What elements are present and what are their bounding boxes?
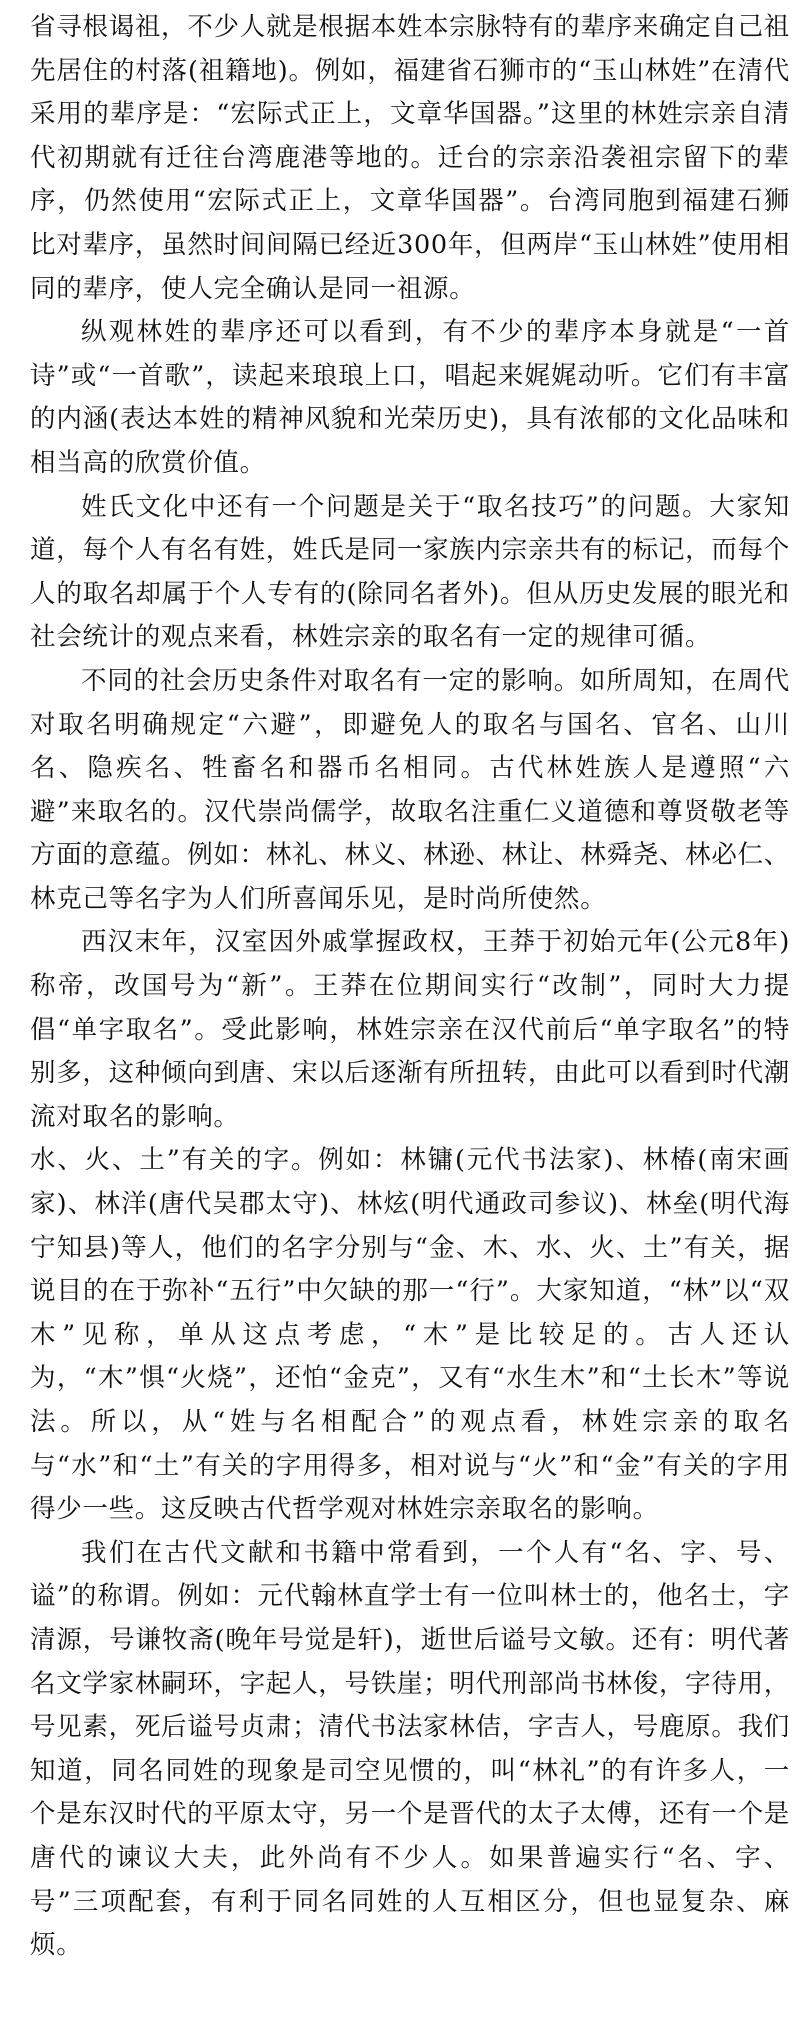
- paragraph-3: 姓氏文化中还有一个问题是关于“取名技巧”的问题。大家知道，每个人有名有姓，姓氏是同一家族内宗亲共有的标记，而每个人的取名却属于个人专有的(除同名者外)。但从历史发展的眼光和社会统计的观点来看，林姓宗亲的取名有一定的规律可循。: [30, 491, 790, 653]
- paragraph-6: 水、火、土”有关的字。例如：林镛(元代书法家)、林椿(南宋画家)、林洋(唐代吴郡太守)、林炫(明代通政司参议)、林垒(明代海宁知县)等人，他们的名字分别与“金、木、水、火、土”有关，据说目的在于弥补“五行”中欠缺的那一“行”。大家知道，“林”以“双木”见称，单从这点考虑，“木”是比较足的。古人还认为，“木”惧“火烧”，还怕“金克”，又有“水生木”和“土长木”等说法。所以，从“姓与名相配合”的观点看，林姓宗亲的取名与“水”和“土”有关的字用得多，相对说与“火”和“金”有关的字用得少一些。这反映古代哲学观对林姓宗亲取名的影响。: [30, 1145, 790, 1525]
- paragraph-7: 我们在古代文献和书籍中常看到，一个人有“名、字、号、谥”的称谓。例如：元代翰林直学士有一位叫林士的，他名士，字清源，号谦牧斋(晚年号觉是轩)，逝世后谥号文敏。还有：明代著名文学家林嗣环，字起人，号铁崖；明代刑部尚书林俊，字待用，号见素，死后谥号贞肃；清代书法家林佶，字吉人，号鹿原。我们知道，同名同姓的现象是司空见惯的，叫“林礼”的有许多人，一个是东汉时代的平原太守，另一个是晋代的太子太傅，还有一个是唐代的谏议大夫，此外尚有不少人。如果普遍实行“名、字、号”三项配套，有利于同名同姓的人互相区分，但也显复杂、麻烦。: [30, 1537, 790, 1961]
- paragraph-4: 不同的社会历史条件对取名有一定的影响。如所周知，在周代对取名明确规定“六避”，即避免人的取名与国名、官名、山川名、隐疾名、牲畜名和器币名相同。古代林姓族人是遵照“六避”来取名的。汉代崇尚儒学，故取名注重仁义道德和尊贤敬老等方面的意蕴。例如：林礼、林义、林逊、林让、林舜尧、林必仁、林克己等名字为人们所喜闻乐见，是时尚所使然。: [30, 665, 790, 914]
- paragraph-1: 省寻根谒祖，不少人就是根据本姓本宗脉特有的辈序来确定自己祖先居住的村落(祖籍地)。例如，福建省石狮市的“玉山林姓”在清代采用的辈序是：“宏际式正上，文章华国器。”这里的林姓宗亲自清代初期就有迁往台湾鹿港等地的。迁台的宗亲沿袭祖宗留下的辈序，仍然使用“宏际式正上，文章华国器”。台湾同胞到福建石狮比对辈序，虽然时间间隔已经近300年，但两岸“玉山林姓”使用相同的辈序，使人完全确认是同一祖源。: [30, 12, 790, 304]
- document-page: [30, 6, 790, 1968]
- paragraph-2: 纵观林姓的辈序还可以看到，有不少的辈序本身就是“一首诗”或“一首歌”，读起来琅琅上口，唱起来娓娓动听。它们有丰富的内涵(表达本姓的精神风貌和光荣历史)，具有浓郁的文化品味和相当高的欣赏价值。: [30, 317, 790, 478]
- paragraph-5: 西汉末年，汉室因外戚掌握政权，王莽于初始元年(公元8年)称帝，改国号为“新”。王莽在位期间实行“改制”，同时大力提倡“单字取名”。受此影响，林姓宗亲在汉代前后“单字取名”的特别多，这种倾向到唐、宋以后逐渐有所扭转，由此可以看到时代潮流对取名的影响。: [30, 927, 790, 1132]
